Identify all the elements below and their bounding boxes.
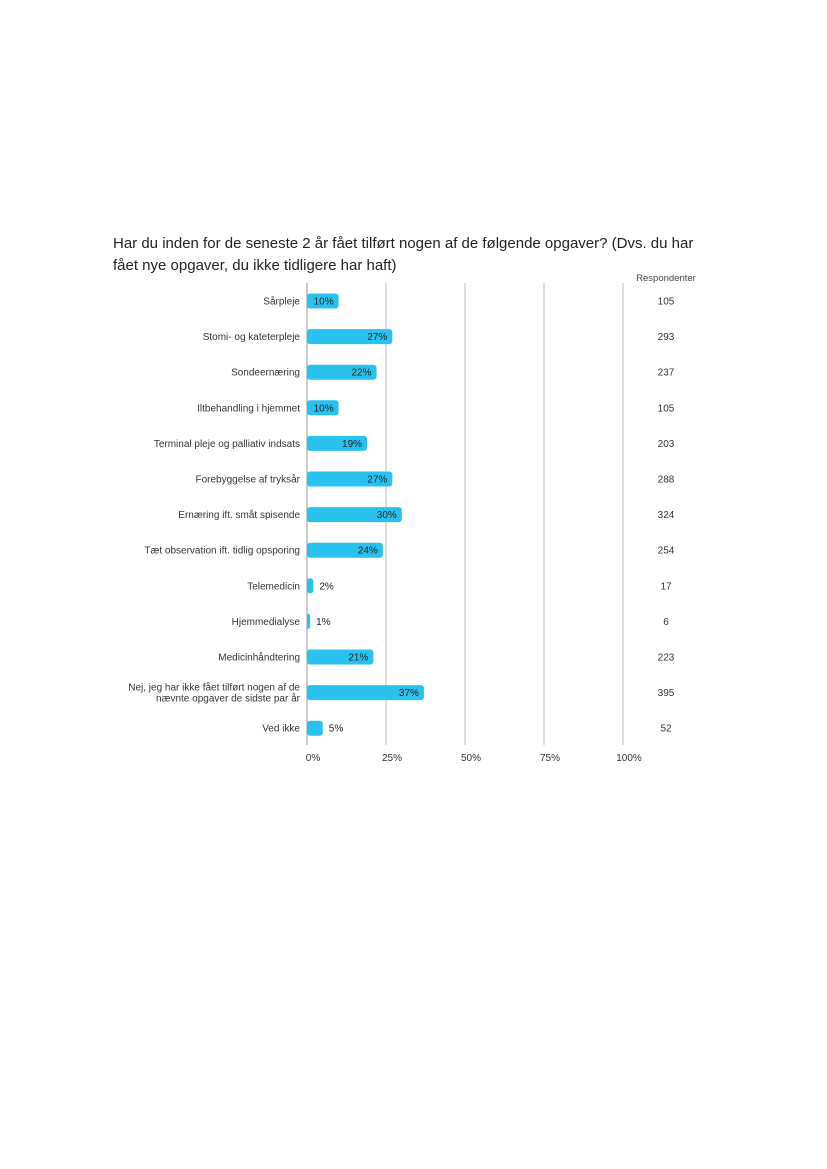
category-label: Telemedicin — [247, 581, 300, 593]
category-label: Forebyggelse af tryksår — [195, 474, 300, 486]
x-tick-label: 50% — [460, 753, 482, 764]
chart-title: Har du inden for de seneste 2 år fået tilført nogen af de følgende opgaver? (Dvs. du har fået nye opgaver, du ikke tidligere har haft) — [113, 235, 694, 274]
respondent-count: 203 — [657, 438, 675, 450]
category-label: Nej, jeg har ikke fået tilført nogen af de nævnte opgaver de sidste par år — [128, 682, 300, 705]
bar-value-label: 27% — [367, 332, 388, 344]
respondent-count: 254 — [657, 545, 675, 557]
respondent-count: 324 — [657, 510, 675, 522]
respondent-count: 52 — [660, 723, 672, 735]
respondent-count: 105 — [657, 296, 675, 308]
respondent-count: 293 — [657, 332, 675, 344]
category-label: Hjemmedialyse — [231, 616, 300, 628]
x-tick-label: 0% — [305, 753, 321, 764]
category-label: Medicinhåndtering — [218, 652, 300, 664]
respondent-count: 105 — [657, 403, 675, 415]
bar-value-label: 30% — [376, 510, 397, 522]
category-label: Ernæring ift. småt spisende — [178, 510, 300, 522]
bar-value-label: 1% — [316, 616, 331, 628]
bar — [307, 721, 323, 736]
bar-value-label: 21% — [348, 652, 369, 664]
respondent-count: 395 — [657, 688, 675, 700]
category-label: Sårpleje — [263, 296, 300, 308]
bar-value-label: 10% — [313, 296, 334, 308]
x-tick-label: 100% — [616, 753, 642, 764]
respondent-count: 6 — [663, 616, 669, 628]
bar-value-label: 24% — [357, 545, 378, 557]
bar-value-label: 37% — [398, 688, 419, 700]
x-tick-label: 25% — [381, 753, 403, 764]
bar — [307, 578, 313, 593]
bar-value-label: 19% — [342, 438, 363, 450]
respondents-header: Respondenter — [636, 273, 696, 284]
respondent-count: 17 — [660, 581, 672, 593]
category-label: Stomi- og kateterpleje — [202, 332, 300, 344]
respondent-count: 223 — [657, 652, 675, 664]
bar-value-label: 5% — [328, 723, 344, 735]
respondent-count: 288 — [657, 474, 675, 486]
respondent-count: 237 — [657, 367, 675, 379]
x-tick-label: 75% — [539, 753, 561, 764]
category-label: Tæt observation ift. tidlig opsporing — [144, 545, 300, 557]
category-label: Terminal pleje og palliativ indsats — [153, 438, 300, 450]
bar-value-label: 22% — [351, 367, 372, 379]
category-label: Sondeernæring — [231, 367, 300, 379]
bar-value-label: 2% — [319, 581, 334, 593]
bar-value-label: 27% — [367, 474, 388, 486]
category-label: Ved ikke — [262, 723, 300, 735]
category-label: Iltbehandling i hjemmet — [197, 403, 300, 415]
bar — [307, 614, 310, 629]
bar-value-label: 10% — [313, 403, 334, 415]
